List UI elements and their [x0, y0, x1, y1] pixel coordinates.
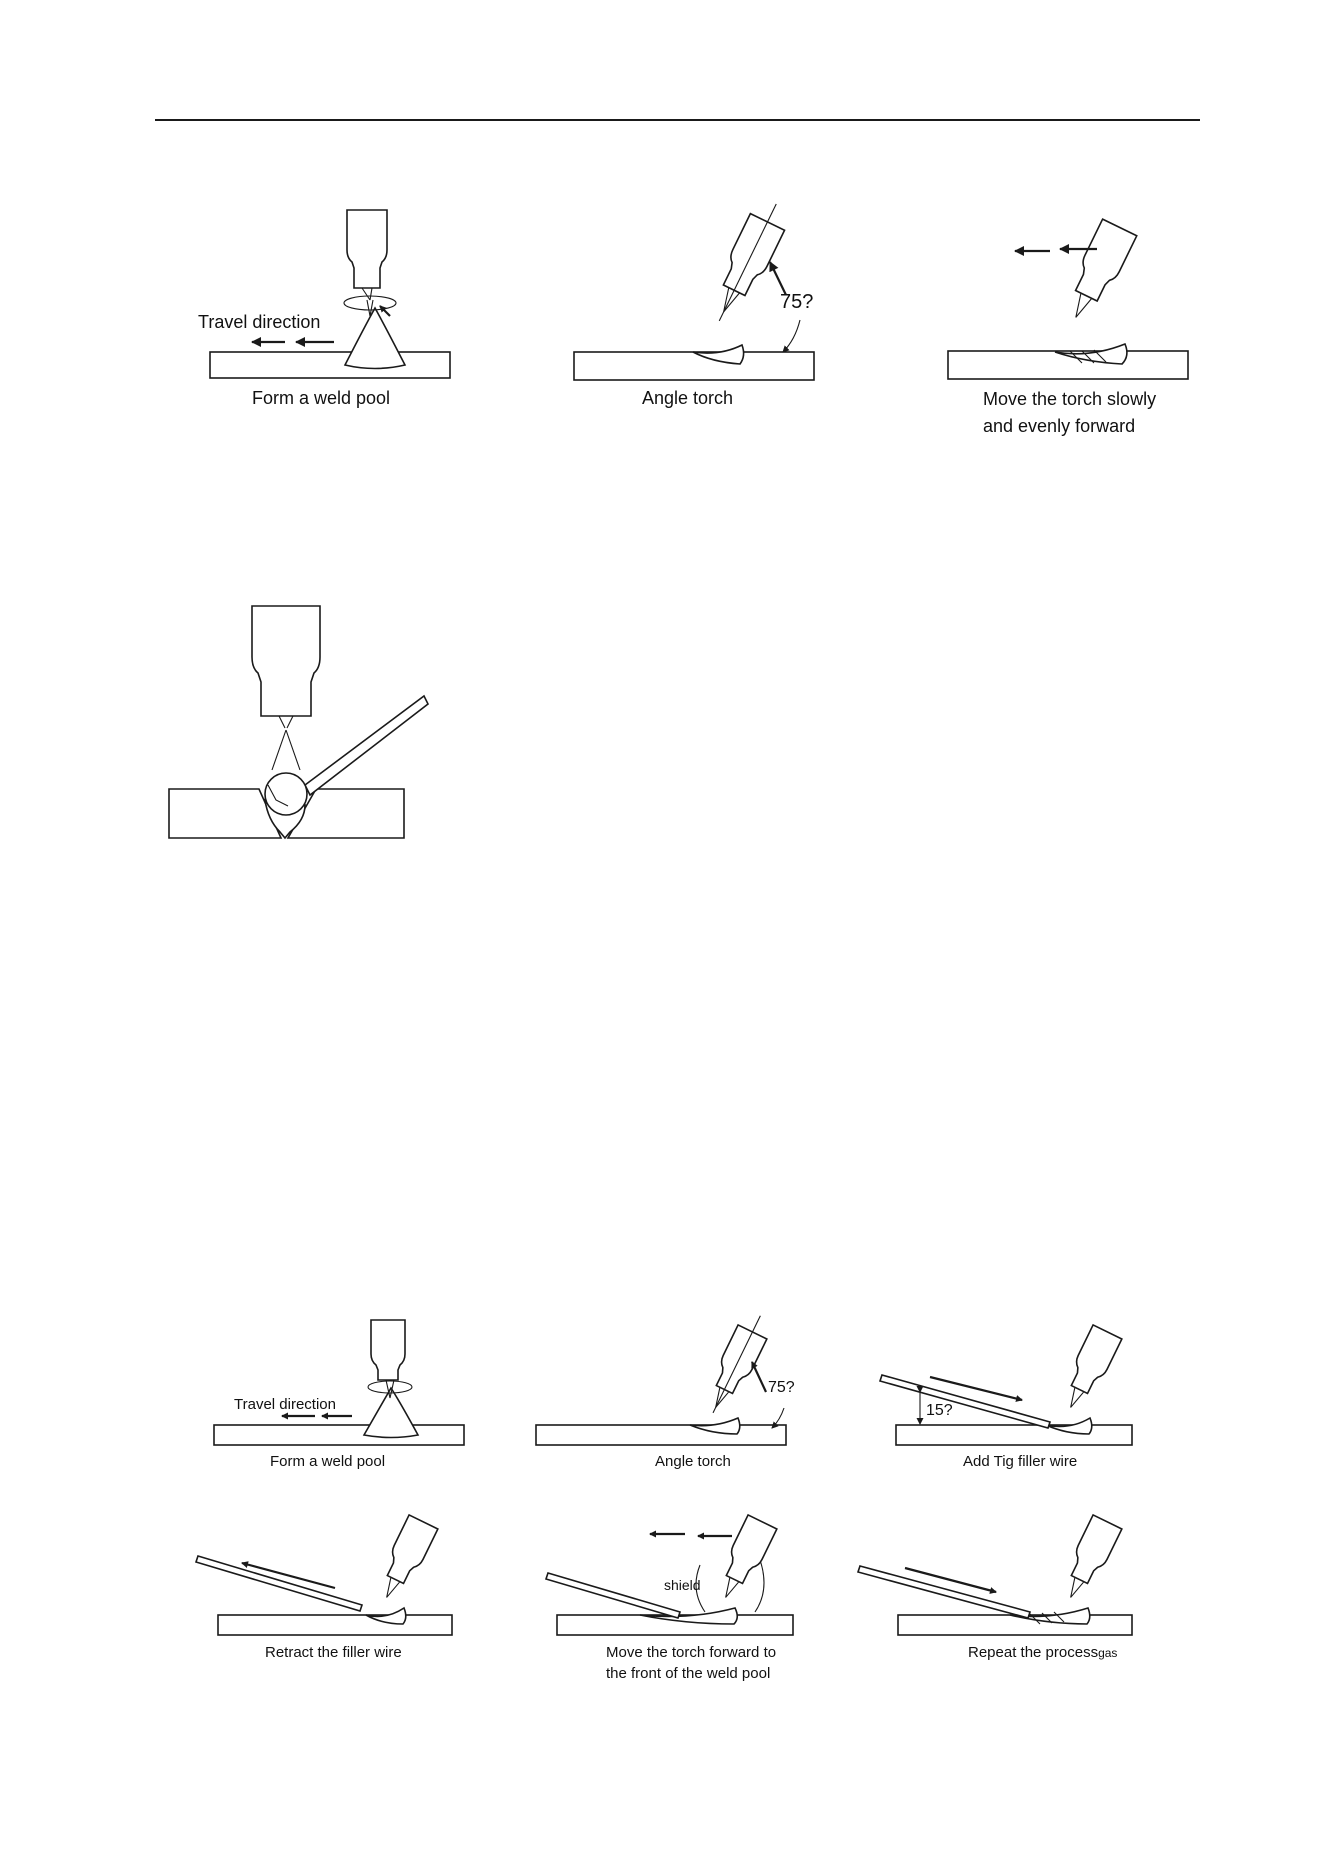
angle-label-15: 15?	[926, 1402, 953, 1419]
grid-panel-angle-torch	[536, 1309, 795, 1470]
workpiece-left	[169, 789, 281, 838]
filler-rod	[546, 1573, 680, 1618]
angle-label-75: 75?	[780, 291, 814, 313]
workpiece-plate	[210, 352, 450, 378]
grid-panel-move-torch-forward	[546, 1515, 793, 1682]
filler-rod	[858, 1566, 1030, 1618]
caption-form-weld-pool: Form a weld pool	[270, 1453, 386, 1470]
caption-move-torch-line1: Move the torch slowly	[983, 389, 1157, 409]
weld-pool	[345, 308, 405, 369]
shield-label: shield	[664, 1577, 701, 1593]
arc-cone	[272, 730, 300, 770]
caption-repeat-suffix: gas	[1098, 1646, 1118, 1660]
caption-angle-torch: Angle torch	[642, 388, 734, 408]
filler-rod-tip	[265, 773, 307, 815]
caption-repeat-main: Repeat the process	[968, 1644, 1099, 1661]
grid-panel-add-filler-wire	[880, 1325, 1132, 1470]
grid-panel-repeat-process	[858, 1515, 1132, 1661]
caption-angle-torch: Angle torch	[655, 1453, 731, 1470]
filler-rod	[880, 1375, 1050, 1428]
workpiece-plate	[574, 352, 814, 380]
top-panel-angle-torch	[574, 196, 814, 408]
angle-label-75: 75?	[768, 1379, 795, 1396]
caption-move-forward-line1: Move the torch forward to	[606, 1644, 777, 1661]
grid-panel-form-weld-pool	[214, 1320, 464, 1470]
angle-arc	[783, 320, 800, 352]
caption-add-filler-wire: Add Tig filler wire	[963, 1453, 1078, 1470]
caption-form-weld-pool: Form a weld pool	[252, 388, 391, 408]
caption-repeat-process	[968, 1644, 1117, 1661]
caption-move-torch-line2: and evenly forward	[983, 416, 1136, 436]
travel-direction-label: Travel direction	[198, 312, 321, 332]
top-panel-move-torch	[948, 219, 1188, 436]
travel-direction-label: Travel direction	[234, 1396, 336, 1413]
filler-rod	[196, 1556, 362, 1611]
torch-body	[1069, 219, 1136, 304]
caption-move-forward-line2: the front of the weld pool	[606, 1665, 771, 1682]
filler-rod	[305, 696, 428, 795]
top-panel-form-weld-pool	[198, 210, 450, 408]
torch-body	[252, 606, 320, 716]
torch-body	[347, 210, 387, 288]
v-groove-filler-illustration	[169, 606, 428, 838]
grid-panel-retract-filler	[196, 1515, 452, 1661]
caption-retract-filler: Retract the filler wire	[265, 1644, 402, 1661]
